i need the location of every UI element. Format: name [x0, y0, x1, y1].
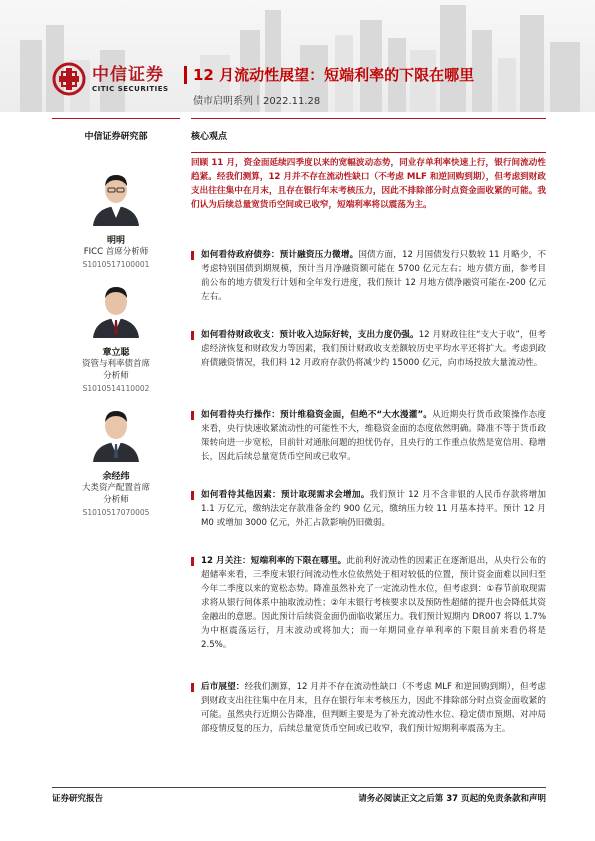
report-title: 12 月流动性展望：短端利率的下限在哪里	[193, 66, 475, 84]
point-lead: 预计取现需求会增加。	[280, 490, 370, 500]
point-lead: 预计维稳资金面，但绝不“大水漫灌”。	[280, 410, 433, 420]
analyst-cert-code: S1010514110002	[82, 384, 150, 393]
citic-emblem-icon	[52, 62, 86, 96]
analyst-photo	[89, 278, 143, 338]
analyst-title: FICC 首席分析师	[83, 247, 149, 257]
footer-report-type: 证券研究报告	[52, 794, 104, 804]
point-heading: 如何看待其他因素：	[201, 490, 281, 500]
bullet-marker	[191, 411, 194, 420]
research-team-panel	[52, 118, 180, 142]
point-lead: 预计融资压力微增。	[279, 250, 359, 260]
point-heading: 如何看待政府债券：	[201, 250, 280, 260]
analyst-title-line-1: 资管与利率债首席	[81, 359, 150, 369]
research-dept-heading: 中信证券研究部	[52, 118, 180, 142]
core-views-heading: 核心观点	[191, 118, 546, 142]
analyst-cert-code: S1010517100001	[82, 260, 150, 269]
key-point-fiscal	[191, 328, 546, 370]
bullet-marker	[191, 251, 194, 260]
analyst-photo	[89, 166, 143, 226]
analyst-title-line-2: 分析师	[103, 371, 129, 381]
bullet-marker	[191, 683, 194, 692]
analyst-card	[52, 402, 180, 517]
analyst-name: 明明	[106, 236, 125, 246]
brand-name-en: CITIC SECURITIES	[92, 84, 169, 93]
analyst-photo	[89, 402, 143, 462]
footer-divider	[52, 787, 546, 788]
point-heading: 12 月关注：	[201, 556, 251, 566]
point-text: 12 月财政往往“支大于收”，但考虑经济恢复和财政发力等因素，我们预计财政收支差额较历史平均水平还将扩大。考虑到政府债融资情况，我们料 12 月政府存款仍将减少约 15000 亿元，向市场投放大量流动性。	[201, 330, 546, 368]
point-heading: 如何看待央行操作：	[201, 410, 280, 420]
key-point-central-bank	[191, 408, 546, 464]
analyst-name: 章立聪	[102, 348, 130, 358]
analyst-name: 余经纬	[102, 472, 130, 482]
point-text: 从近期央行货币政策操作态度来看，央行快速收紧流动性的可能性不大，维稳资金面的态度依然明确。降准不等于货币政策转向进一步宽松，目前针对通胀问题的担忧仍存，且央行的工作重点依然是宽信用、稳增长，因此后续总量宽货币空间或已收窄。	[201, 410, 546, 462]
section-divider	[191, 152, 546, 153]
point-lead: 短端利率的下限在哪里。	[250, 556, 347, 566]
point-text: 此前利好流动性的因素正在逐渐退出，从央行公布的超储率来看，三季度末银行间流动性水位依然处于相对较低的位置，预计资金面难以回归至今年二季度以来的宽松态势。降准虽然补充了一定流动性水位，但考虑到：①春节前取现需求将从银行间体系中抽取流动性；②年末银行考核要求以及预防性超储的提升也会降低其资金融出的意愿。因此预计后续资金面仍面临收紧压力。我们预计短期内 DR007 将以 1.7%为中枢震荡运行，月末波动或将加大；而一年期同业存单利率的下限目前来看仍将是 2.5%。	[201, 556, 546, 650]
point-lead: 预计收入边际好转，支出力度仍强。	[279, 330, 419, 340]
citic-logo	[52, 62, 169, 96]
analyst-cert-code: S1010517070005	[82, 508, 150, 517]
brand-name-cn: 中信证券	[92, 64, 164, 85]
report-subtitle: 债市启明系列丨2022.11.28	[193, 96, 321, 107]
key-point-outlook	[191, 680, 546, 736]
bullet-marker	[191, 557, 194, 566]
analyst-title-line-1: 大类资产配置首席	[81, 483, 150, 493]
bullet-marker	[191, 331, 194, 340]
key-point-government-bonds	[191, 248, 546, 304]
summary-paragraph: 回顾 11 月，资金面延续四季度以来的宽幅波动态势，同业存单利率快速上行，银行间流动性趋紧。经我们测算，12 月并不存在流动性缺口（不考虑 MLF 和逆回购到期），但考虑到财政支出往往集中在月末，且存在银行年末考核压力，因此不排除部分时点资金面收紧的可能。我们认为后续总量宽货币空间或已收窄，短端利率将以震荡为主。	[191, 158, 546, 210]
footer-disclaimer-note: 请务必阅读正文之后第 37 页起的免责条款和声明	[358, 794, 546, 804]
bullet-marker	[191, 491, 194, 500]
point-text: 经我们测算，12 月并不存在流动性缺口（不考虑 MLF 和逆回购到期），但考虑到财政支出往往集中在月末，且存在银行年末考核压力，因此不排除部分时点资金面收紧的可能。虽然央行近期公告降准，但判断主要是为了补充流动性水位、稳定债市预期、对冲局部疫情反复的压力，后续总量宽货币空间或已收窄，我们预计短期利率震荡为主。	[201, 682, 546, 734]
point-text: 国债方面，12 月国债发行只数较 11 月略少，不考虑特别国债到期规模，预计当月净融资额可能在 5700 亿元左右；地方债方面，参考目前公布的地方债发行计划和全年发行进度，我们预计 12 月地方债净融资可能在-200 亿元左右。	[201, 250, 546, 302]
analyst-card	[52, 278, 180, 393]
core-views-section	[191, 118, 546, 734]
point-heading: 如何看待财政收支：	[201, 330, 280, 340]
report-header	[0, 0, 595, 112]
key-point-other-factors	[191, 488, 546, 530]
key-point-december-focus	[191, 554, 546, 652]
point-heading: 后市展望：	[201, 682, 245, 692]
analyst-title-line-2: 分析师	[103, 495, 129, 505]
point-text: 我们预计 12 月不含非银的人民币存款将增加 1.1 万亿元，缴纳法定存款准备金约 900 亿元，缴纳压力较 11 月基本持平。预计 12 月 M0 或增加 3000 亿元，外汇占款影响仍旧微弱。	[201, 490, 546, 528]
title-accent-bar	[184, 66, 187, 84]
analyst-card	[52, 166, 180, 269]
